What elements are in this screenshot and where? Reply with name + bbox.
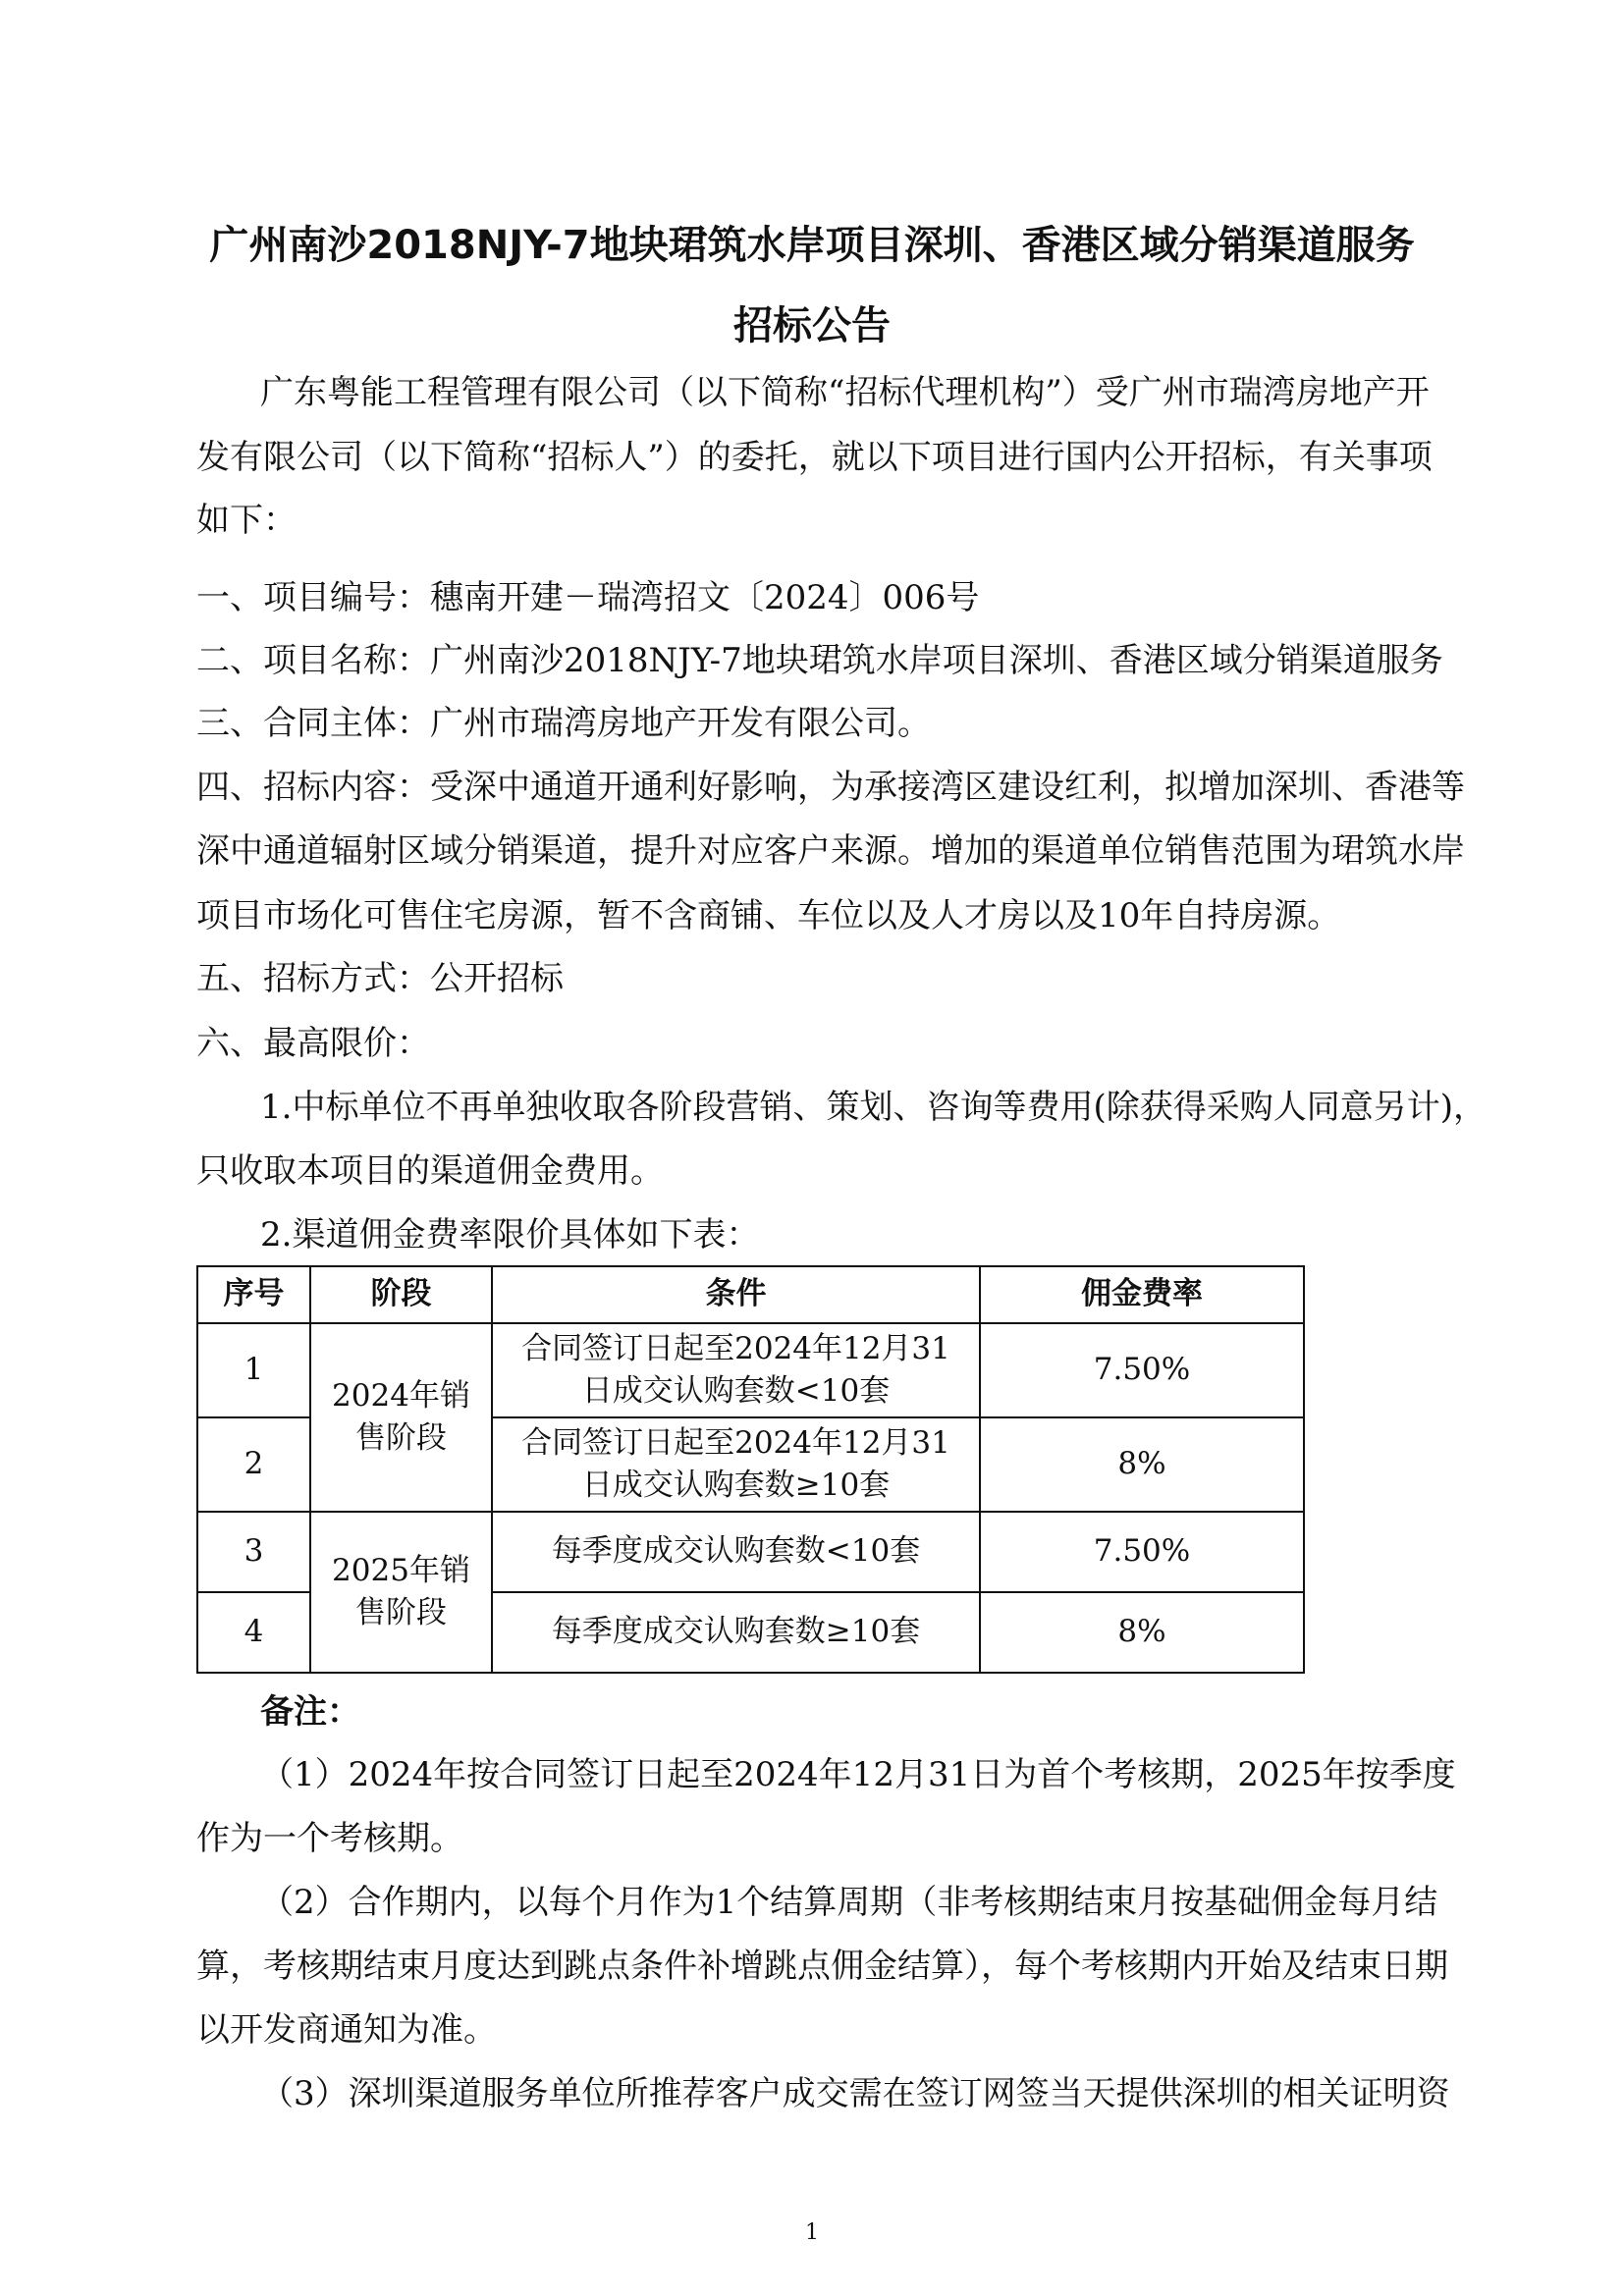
note-2-line-1: （2）合作期内，以每个月作为1个结算周期（非考核期结束月按基础佣金每月结 bbox=[260, 1883, 1438, 1922]
title-line-1: 广州南沙2018NJY-7地块珺筑水岸项目深圳、香港区域分销渠道服务 bbox=[209, 223, 1415, 268]
row-condition: 每季度成交认购套数<10套 bbox=[492, 1512, 980, 1592]
condition-text: 日成交认购套数<10套 bbox=[581, 1373, 891, 1409]
condition-text: 合同签订日起至2024年12月31 bbox=[521, 1424, 950, 1461]
item-max-price: 六、最高限价： bbox=[196, 1024, 430, 1063]
table-header-row bbox=[197, 1266, 1304, 1323]
price-rule-1-line-1: 1.中标单位不再单独收取各阶段营销、策划、咨询等费用(除获得采购人同意另计)， bbox=[260, 1088, 1487, 1127]
commission-rate-table bbox=[196, 1265, 1305, 1674]
note-3-line-1: （3）深圳渠道服务单位所推荐客户成交需在签订网签当天提供深圳的相关证明资 bbox=[260, 2074, 1450, 2113]
item-content-line-3: 项目市场化可售住宅房源，暂不含商铺、车位以及人才房以及10年自持房源。 bbox=[196, 896, 1341, 935]
title-line-2: 招标公告 bbox=[733, 303, 891, 348]
table-row bbox=[197, 1512, 1304, 1592]
price-rule-2: 2.渠道佣金费率限价具体如下表： bbox=[260, 1215, 760, 1255]
condition-text: 日成交认购套数≥10套 bbox=[581, 1468, 891, 1503]
stage-text: 售阶段 bbox=[355, 1420, 447, 1456]
table-row bbox=[197, 1323, 1304, 1417]
note-2-line-2: 算，考核期结束月度达到跳点条件补增跳点佣金结算），每个考核期内开始及结束日期 bbox=[196, 1947, 1448, 1986]
stage-text: 2025年销 bbox=[332, 1552, 470, 1588]
row-condition bbox=[492, 1323, 980, 1417]
row-no: 2 bbox=[197, 1417, 310, 1512]
item-contract-entity: 三、合同主体：广州市瑞湾房地产开发有限公司。 bbox=[196, 704, 931, 743]
row-rate: 8% bbox=[980, 1417, 1304, 1512]
header-no: 序号 bbox=[197, 1266, 310, 1323]
page-number: 1 bbox=[805, 2220, 819, 2245]
item-project-name: 二、项目名称：广州南沙2018NJY-7地块珺筑水岸项目深圳、香港区域分销渠道服务 bbox=[196, 641, 1443, 680]
intro-line-1: 广东粤能工程管理有限公司（以下简称“招标代理机构”）受广州市瑞湾房地产开 bbox=[260, 373, 1430, 412]
item-project-number: 一、项目编号：穗南开建－瑞湾招文〔2024〕006号 bbox=[196, 578, 980, 617]
header-condition: 条件 bbox=[492, 1266, 980, 1323]
condition-text: 合同签订日起至2024年12月31 bbox=[521, 1330, 950, 1366]
row-rate: 8% bbox=[980, 1592, 1304, 1673]
row-condition bbox=[492, 1417, 980, 1512]
price-rule-1-line-2: 只收取本项目的渠道佣金费用。 bbox=[196, 1151, 664, 1191]
item-content-line-1: 四、招标内容：受深中通道开通利好影响，为承接湾区建设红利，拟增加深圳、香港等 bbox=[196, 768, 1465, 807]
stage-2024-cell bbox=[310, 1323, 492, 1512]
note-2-line-3: 以开发商通知为准。 bbox=[196, 2010, 497, 2050]
note-1-line-2: 作为一个考核期。 bbox=[196, 1819, 463, 1858]
stage-text: 2024年销 bbox=[332, 1377, 470, 1414]
intro-line-2: 发有限公司（以下简称“招标人”）的委托，就以下项目进行国内公开招标，有关事项 bbox=[196, 438, 1433, 477]
header-rate: 佣金费率 bbox=[980, 1266, 1304, 1323]
item-content-line-2: 深中通道辐射区域分销渠道，提升对应客户来源。增加的渠道单位销售范围为珺筑水岸 bbox=[196, 831, 1465, 871]
row-no: 3 bbox=[197, 1512, 310, 1592]
row-no: 1 bbox=[197, 1323, 310, 1417]
row-rate: 7.50% bbox=[980, 1323, 1304, 1417]
notes-label: 备注： bbox=[260, 1692, 360, 1732]
row-no: 4 bbox=[197, 1592, 310, 1673]
stage-2025-cell bbox=[310, 1512, 492, 1673]
intro-line-3: 如下： bbox=[196, 501, 297, 540]
row-condition: 每季度成交认购套数≥10套 bbox=[492, 1592, 980, 1673]
row-rate: 7.50% bbox=[980, 1512, 1304, 1592]
item-tender-method: 五、招标方式：公开招标 bbox=[196, 959, 564, 998]
header-stage: 阶段 bbox=[310, 1266, 492, 1323]
stage-text: 售阶段 bbox=[355, 1595, 447, 1630]
note-1-line-1: （1）2024年按合同签订日起至2024年12月31日为首个考核期，2025年按季度 bbox=[260, 1755, 1456, 1794]
